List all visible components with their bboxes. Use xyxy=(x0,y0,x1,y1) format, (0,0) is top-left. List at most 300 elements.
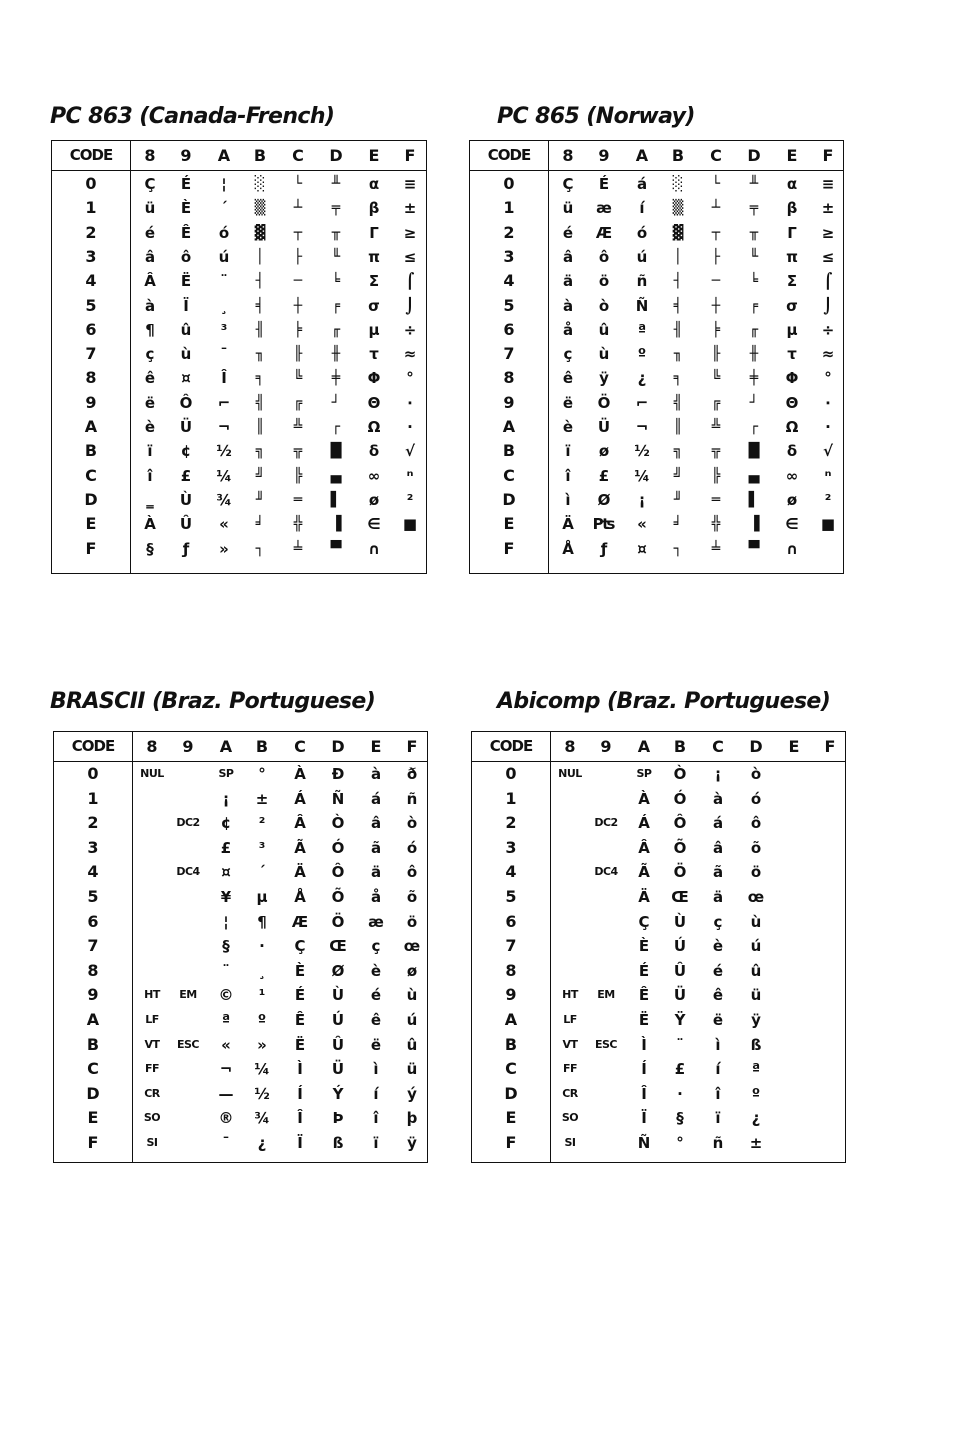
row-label: E xyxy=(503,514,515,534)
char-cell: ¡ xyxy=(638,490,646,509)
column-header: E xyxy=(788,737,800,756)
char-cell: Õ xyxy=(331,888,345,906)
char-cell: √ xyxy=(822,442,833,461)
char-cell: ╜ xyxy=(255,491,265,508)
char-cell: ⌠ xyxy=(823,272,833,291)
char-cell: ▄ xyxy=(748,467,760,484)
column-header: F xyxy=(404,146,416,165)
char-cell: Û xyxy=(179,515,193,534)
char-cell: SP xyxy=(636,767,652,780)
char-cell: ¿ xyxy=(257,1134,267,1152)
row-label: 4 xyxy=(505,862,517,882)
char-cell: Ñ xyxy=(635,296,649,315)
char-cell: ç xyxy=(563,345,573,364)
char-cell: ⌐ xyxy=(635,393,649,412)
row-label: F xyxy=(503,538,515,558)
char-cell: ╖ xyxy=(255,346,265,363)
char-cell: ▐ xyxy=(748,516,760,533)
char-cell: ½ xyxy=(254,1084,270,1103)
char-cell: Γ xyxy=(787,223,797,242)
char-cell: É xyxy=(180,175,192,193)
char-cell: ┼ xyxy=(293,297,303,314)
char-cell: Æ xyxy=(291,912,309,931)
char-cell: ç xyxy=(371,937,381,956)
char-cell: ð xyxy=(406,765,418,783)
column-header: 9 xyxy=(600,737,612,756)
column-header: E xyxy=(368,146,380,165)
char-cell: Ê xyxy=(294,1011,306,1029)
row-label: F xyxy=(87,1133,99,1152)
char-cell: ñ xyxy=(636,272,648,291)
char-cell: ║ xyxy=(673,419,683,435)
char-cell: ╦ xyxy=(711,443,721,460)
char-cell: ¡ xyxy=(714,765,722,783)
char-cell: Ú xyxy=(331,1011,345,1029)
row-label: 3 xyxy=(87,837,99,857)
char-cell: ╗ xyxy=(673,443,683,460)
code-header: CODE xyxy=(487,146,531,164)
char-cell: FF xyxy=(562,1062,578,1076)
row-label: D xyxy=(504,1083,518,1103)
column-header: F xyxy=(406,737,418,756)
char-cell: SO xyxy=(143,1111,161,1125)
char-cell: ° xyxy=(676,1134,684,1152)
char-cell: ª xyxy=(221,1011,231,1029)
row-label: 8 xyxy=(503,368,515,388)
char-cell: Ä xyxy=(562,515,574,534)
row-label: 5 xyxy=(503,295,515,315)
char-cell: ° xyxy=(824,369,832,388)
char-cell: ╢ xyxy=(255,321,265,338)
char-cell: ═ xyxy=(711,491,721,508)
char-cell: œ xyxy=(403,937,421,956)
char-cell: ┬ xyxy=(711,224,721,241)
char-cell: é xyxy=(562,223,574,242)
char-cell: â xyxy=(370,814,382,833)
char-cell: ¦ xyxy=(223,912,229,931)
row-label: 7 xyxy=(85,344,97,364)
char-cell: î xyxy=(565,466,571,485)
char-cell: Σ xyxy=(786,272,798,291)
char-cell: Ì xyxy=(641,1035,647,1054)
char-cell: ï xyxy=(373,1134,379,1152)
char-cell: — xyxy=(218,1084,234,1103)
char-cell: ì xyxy=(715,1035,721,1054)
char-cell: ∞ xyxy=(785,466,799,485)
char-cell: Ù xyxy=(673,912,687,931)
char-cell: Ë xyxy=(638,1011,650,1029)
char-cell: à xyxy=(562,296,574,315)
char-cell: ¨ xyxy=(676,1035,684,1054)
char-cell: ₧ xyxy=(592,515,616,534)
char-cell: │ xyxy=(673,248,683,265)
char-cell: õ xyxy=(750,838,762,857)
char-cell: ° xyxy=(406,369,414,388)
char-cell: ± xyxy=(403,199,417,218)
char-cell: µ xyxy=(256,888,268,906)
char-cell: ¼ xyxy=(216,466,232,485)
char-cell: α xyxy=(786,175,798,193)
row-label: 0 xyxy=(87,764,99,783)
char-cell: ╩ xyxy=(293,419,303,435)
row-label: 4 xyxy=(503,271,515,291)
char-cell: ╡ xyxy=(673,297,683,314)
char-cell: æ xyxy=(596,199,612,218)
char-cell: ¶ xyxy=(145,320,155,339)
char-cell: « xyxy=(637,515,647,534)
char-cell: ╠ xyxy=(293,467,303,484)
char-cell: º xyxy=(751,1084,761,1103)
char-cell: ¢ xyxy=(180,442,192,461)
char-cell: í xyxy=(715,1060,721,1079)
char-cell: Ü xyxy=(179,418,193,436)
char-cell: ┤ xyxy=(255,273,265,290)
char-cell: à xyxy=(712,789,724,808)
char-cell: Ò xyxy=(331,814,345,833)
char-cell: ç xyxy=(713,912,723,931)
code-table xyxy=(53,731,428,1163)
char-cell: · xyxy=(677,1084,683,1103)
char-cell: ä xyxy=(712,888,724,906)
char-cell: ß xyxy=(332,1134,344,1152)
char-cell: ▓ xyxy=(672,224,684,241)
column-header: B xyxy=(253,146,267,165)
column-header: 8 xyxy=(144,146,156,165)
column-header: 8 xyxy=(564,737,576,756)
char-cell: ╥ xyxy=(749,224,759,241)
char-cell: ¬ xyxy=(219,1060,233,1079)
char-cell: █ xyxy=(330,443,342,460)
row-label: B xyxy=(84,441,98,461)
char-cell: Ù xyxy=(331,986,345,1005)
row-label: 2 xyxy=(505,813,517,833)
char-cell: ╬ xyxy=(711,516,721,533)
char-cell: ╧ xyxy=(711,540,721,557)
char-cell: └ xyxy=(711,176,721,192)
char-cell: ┌ xyxy=(749,419,759,435)
row-label: 7 xyxy=(503,344,515,364)
char-cell: £ xyxy=(674,1060,686,1079)
char-cell: ½ xyxy=(634,442,650,461)
char-cell: ─ xyxy=(711,273,721,290)
char-cell: ç xyxy=(145,345,155,364)
row-label: C xyxy=(505,1059,517,1079)
code-table xyxy=(51,140,427,574)
char-cell: ■ xyxy=(402,515,418,534)
char-cell: ┴ xyxy=(711,200,721,217)
char-cell: ü xyxy=(144,199,156,218)
row-label: 1 xyxy=(503,198,515,218)
char-cell: © xyxy=(218,986,234,1005)
char-cell: DC2 xyxy=(594,816,618,830)
char-cell: · xyxy=(825,418,831,436)
char-cell: á xyxy=(636,175,648,193)
char-cell: ø xyxy=(406,961,418,980)
char-cell: º xyxy=(257,1011,267,1029)
row-label: 6 xyxy=(85,319,97,339)
char-cell: £ xyxy=(180,466,192,485)
char-cell: Â xyxy=(144,272,156,291)
char-cell: È xyxy=(638,937,650,956)
char-cell: Ì xyxy=(297,1060,303,1079)
char-cell: ê xyxy=(712,986,724,1005)
column-header: 8 xyxy=(146,737,158,756)
char-cell: Á xyxy=(294,789,306,808)
char-cell: ¿ xyxy=(637,369,647,388)
char-cell: Î xyxy=(221,369,227,388)
char-cell: ê xyxy=(370,1011,382,1029)
char-cell: ┤ xyxy=(673,273,683,290)
char-cell: VT xyxy=(562,1037,578,1051)
char-cell: ² xyxy=(258,814,266,833)
char-cell: Ô xyxy=(179,393,193,412)
char-cell: ≡ xyxy=(403,175,417,193)
char-cell: ¾ xyxy=(216,490,232,509)
char-cell: á xyxy=(370,789,382,808)
char-cell: ▒ xyxy=(254,200,266,217)
char-cell: ─ xyxy=(293,273,303,290)
column-header: E xyxy=(370,737,382,756)
char-cell: ° xyxy=(258,765,266,783)
char-cell: ú xyxy=(636,247,648,266)
row-label: 1 xyxy=(505,788,517,808)
char-cell: ª xyxy=(751,1060,761,1079)
char-cell: Ñ xyxy=(637,1134,651,1152)
char-cell: § xyxy=(222,937,230,956)
row-label: 3 xyxy=(505,837,517,857)
char-cell: LF xyxy=(145,1013,159,1026)
char-cell: ² xyxy=(824,490,832,509)
char-cell: ã xyxy=(712,863,724,882)
row-label: 5 xyxy=(505,887,517,906)
char-cell: ø xyxy=(368,490,380,509)
char-cell: Φ xyxy=(367,369,381,388)
char-cell: ╞ xyxy=(711,321,721,338)
char-cell: Û xyxy=(331,1035,345,1054)
char-cell: ╣ xyxy=(255,394,265,411)
row-label: C xyxy=(85,465,97,485)
char-cell: À xyxy=(294,765,306,783)
char-cell: ä xyxy=(562,272,574,291)
char-cell: ¨ xyxy=(222,961,230,980)
char-cell: β xyxy=(368,199,380,218)
char-cell: Ï xyxy=(297,1134,303,1152)
column-header: D xyxy=(329,146,343,165)
char-cell: ² xyxy=(406,490,414,509)
char-cell: ø xyxy=(598,442,610,461)
char-cell: ½ xyxy=(216,442,232,461)
row-label: E xyxy=(85,514,97,534)
char-cell: ⁿ xyxy=(824,466,832,485)
char-cell: ╔ xyxy=(711,394,721,411)
char-cell: Û xyxy=(673,961,687,980)
char-cell: ■ xyxy=(820,515,836,534)
row-label: D xyxy=(84,489,98,509)
char-cell: ∩ xyxy=(367,539,381,558)
char-cell: è xyxy=(144,418,156,436)
char-cell: τ xyxy=(787,345,797,364)
row-label: 8 xyxy=(505,960,517,980)
char-cell: Ø xyxy=(331,961,345,980)
char-cell: ≥ xyxy=(403,223,417,242)
table-title: BRASCII (Braz. Portuguese) xyxy=(50,689,376,714)
char-cell: Ä xyxy=(638,888,650,906)
char-cell: ï xyxy=(147,442,153,461)
char-cell: ▐ xyxy=(330,516,342,533)
char-cell: « xyxy=(219,515,229,534)
column-header: B xyxy=(673,737,687,756)
char-cell: ¸ xyxy=(258,961,266,980)
char-cell: Ñ xyxy=(331,789,345,808)
char-cell: È xyxy=(294,961,306,980)
char-cell: ╚ xyxy=(711,370,721,387)
char-cell: Ë xyxy=(294,1035,306,1054)
char-cell: Ï xyxy=(183,296,189,315)
char-cell: ò xyxy=(598,296,610,315)
char-cell: ¤ xyxy=(181,369,191,388)
row-label: D xyxy=(86,1083,100,1103)
char-cell: é xyxy=(370,986,382,1005)
char-cell: ö xyxy=(750,863,762,882)
char-cell: ╫ xyxy=(331,346,341,363)
char-cell: ¦ xyxy=(221,175,227,193)
char-cell: ò xyxy=(406,814,418,833)
char-cell: ± xyxy=(255,789,269,808)
char-cell: ƒ xyxy=(182,539,190,558)
char-cell: ³ xyxy=(258,838,266,857)
char-cell: Ê xyxy=(180,223,192,242)
char-cell: ░ xyxy=(254,176,266,192)
char-cell: Ò xyxy=(673,765,687,783)
char-cell: █ xyxy=(748,443,760,460)
char-cell: ╓ xyxy=(749,321,759,338)
char-cell: ´ xyxy=(258,863,266,882)
char-cell: Ê xyxy=(638,986,650,1005)
code-header: CODE xyxy=(489,737,533,755)
char-cell: ▓ xyxy=(254,224,266,241)
char-cell: ╣ xyxy=(673,394,683,411)
char-cell: FF xyxy=(144,1062,160,1076)
row-label: 6 xyxy=(87,911,99,931)
char-cell: þ xyxy=(406,1109,418,1128)
char-cell: ╛ xyxy=(673,516,683,533)
char-cell: ó xyxy=(750,789,762,808)
char-cell: ∞ xyxy=(367,466,381,485)
char-cell: û xyxy=(598,320,610,339)
char-cell: Ï xyxy=(641,1109,647,1128)
char-cell: ì xyxy=(373,1060,379,1079)
char-cell: á xyxy=(712,814,724,833)
char-cell: ó xyxy=(406,838,418,857)
char-cell: ╒ xyxy=(749,297,759,314)
row-label: 1 xyxy=(85,198,97,218)
char-cell: ¥ xyxy=(220,888,232,906)
char-cell: É xyxy=(598,175,610,193)
row-label: 6 xyxy=(505,911,517,931)
char-cell: Ü xyxy=(597,418,611,436)
char-cell: ╫ xyxy=(749,346,759,363)
column-header: B xyxy=(255,737,269,756)
char-cell: Í xyxy=(297,1084,303,1103)
char-cell: ∩ xyxy=(785,539,799,558)
char-cell: Ω xyxy=(367,418,381,436)
char-cell: ñ xyxy=(406,789,418,808)
char-cell: CR xyxy=(144,1086,160,1100)
char-cell: ³ xyxy=(220,320,228,339)
column-header: A xyxy=(217,146,231,165)
char-cell: â xyxy=(712,838,724,857)
char-cell: ╜ xyxy=(673,491,683,508)
column-header: C xyxy=(292,146,304,165)
char-cell: ╛ xyxy=(255,516,265,533)
char-cell: ▄ xyxy=(330,467,342,484)
row-label: 4 xyxy=(85,271,97,291)
char-cell: ╕ xyxy=(673,370,683,387)
char-cell: ╕ xyxy=(255,370,265,387)
char-cell: ╘ xyxy=(331,273,341,290)
row-label: B xyxy=(86,1034,100,1054)
column-divider xyxy=(132,732,133,1162)
char-cell: £ xyxy=(220,838,232,857)
char-cell: EM xyxy=(597,988,615,1002)
char-cell: ├ xyxy=(711,248,721,265)
char-cell: Ó xyxy=(331,838,345,857)
char-cell: ≤ xyxy=(403,247,417,266)
char-cell: Ø xyxy=(597,490,611,509)
char-cell: ≈ xyxy=(403,345,417,364)
row-label: F xyxy=(85,538,97,558)
char-cell: LF xyxy=(563,1013,577,1026)
char-cell: HT xyxy=(562,988,578,1002)
row-label: C xyxy=(87,1059,99,1079)
char-cell: Ü xyxy=(331,1060,345,1079)
char-cell: ô xyxy=(180,247,192,266)
row-label: 8 xyxy=(85,368,97,388)
char-cell: » xyxy=(257,1035,267,1054)
column-header: D xyxy=(331,737,345,756)
char-cell: ┘ xyxy=(749,394,759,411)
column-divider xyxy=(548,141,549,573)
char-cell: Ô xyxy=(673,814,687,833)
char-cell: ¼ xyxy=(254,1060,270,1079)
char-cell: ë xyxy=(370,1035,382,1054)
char-cell: ╔ xyxy=(293,394,303,411)
char-cell: ╢ xyxy=(673,321,683,338)
char-cell: ¿ xyxy=(751,1109,761,1128)
code-header: CODE xyxy=(69,146,113,164)
char-cell: » xyxy=(219,539,229,558)
char-cell: ≈ xyxy=(821,345,835,364)
char-cell: ã xyxy=(370,838,382,857)
char-cell: ╥ xyxy=(331,224,341,241)
char-cell: ┬ xyxy=(293,224,303,241)
char-cell: ╬ xyxy=(293,516,303,533)
char-cell: § xyxy=(146,539,154,558)
char-cell: ⌠ xyxy=(405,272,415,291)
char-cell: ╡ xyxy=(255,297,265,314)
table-title: Abicomp (Braz. Portuguese) xyxy=(497,689,831,714)
char-cell: ╧ xyxy=(293,540,303,557)
row-label: 6 xyxy=(503,319,515,339)
char-cell: ╟ xyxy=(711,346,721,363)
column-divider xyxy=(130,141,131,573)
char-cell: í xyxy=(373,1084,379,1103)
char-cell: Õ xyxy=(673,838,687,857)
char-cell: ÷ xyxy=(403,320,417,339)
char-cell: ╗ xyxy=(255,443,265,460)
char-cell: ÿ xyxy=(599,369,609,388)
char-cell: ∈ xyxy=(367,515,381,534)
